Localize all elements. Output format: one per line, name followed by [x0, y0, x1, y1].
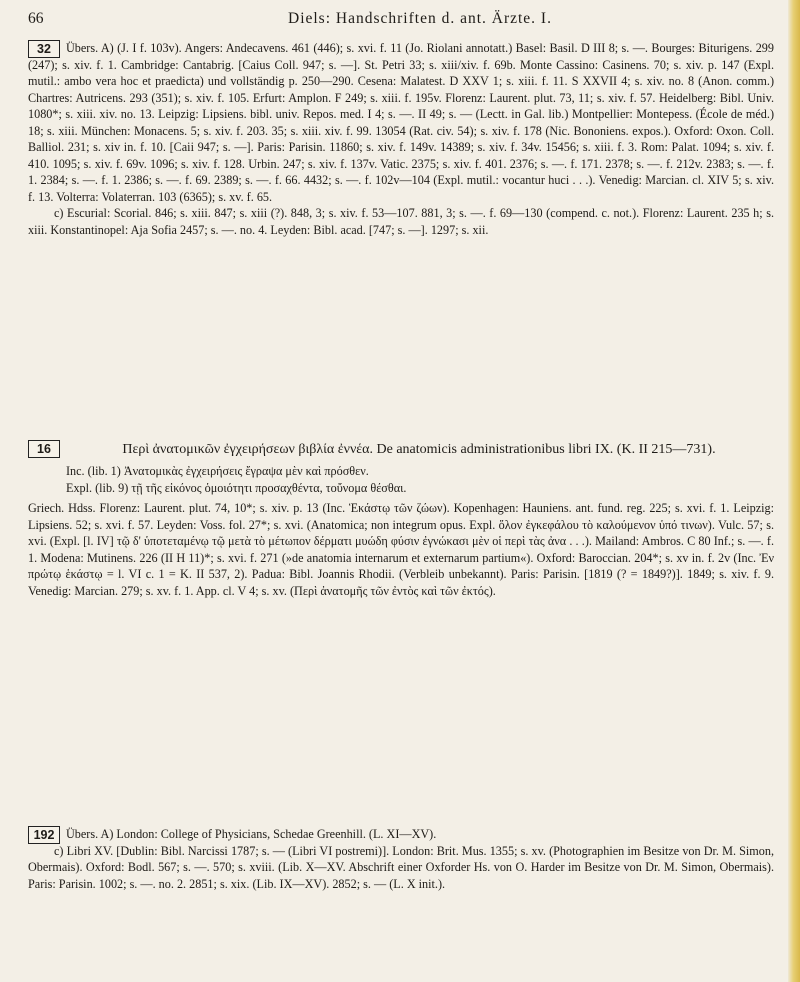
- entry-number-box: 16: [28, 440, 60, 458]
- entry-number-box: 32: [28, 40, 60, 58]
- entry-16: [28, 440, 774, 599]
- entry-paragraph: Griech. Hdss. Florenz: Laurent. plut. 74, 10*; s. xiv. p. 13 (Inc. Ἑκάστῳ τῶν ζώων). Kopenhagen: Hauniens. ant. fund. reg. 225; s. xvi. f. 1. Leipzig: Lipsiens. 52; s. xvi. f. 57. Leyden: Voss. fol. 27*; s. xvi. (Anatomica; non integrum opus. Expl. ὅλον ἐγκεφάλου τὸ καλούμενον ὑπό τινων). Vulc. 57; s. xvi. (Expl. [l. IV] τῷ δ' ὑποτεταμένῳ τῷ μετὰ τὸ μέτωπον δέρματι μυώδη φύσιν ἐγνώκασι μὲν οἱ περὶ τὰς ἀνα . . .). Mailand: Ambros. C 80 Inf.; s. —. f. 1. Modena: Mutinens. 226 (II H 11)*; s. xvi. f. 271 (»de anatomia internarum et externarum partium«). Oxford: Baroccian. 204*; s. xv in. f. 2v (Inc. Ἐν πρώτῳ ἑκάστῳ = l. VI c. 1 = K. II 537, 2). Padua: Bibl. Joannis Rhodii. (Verbleib unbekannt). Paris: Parisin. [1819 (? = 1849?)]. 1849; s. xiv. f. 9. Venedig: Marcian. 279; s. xv. f. 1. App. cl. V 4; s. xv. (Περὶ ἀνατομῆς τῶν ἐντὸς καὶ τῶν ἐκτός).: [28, 501, 774, 598]
- document-page: [14, 0, 774, 982]
- entry-number-box: 192: [28, 826, 60, 844]
- entry-paragraph: Übers. A) London: College of Physicians, Schedae Greenhill. (L. XI—XV).: [66, 827, 437, 841]
- entry-paragraph: Übers. A) (J. I f. 103v). Angers: Andecavens. 461 (446); s. xvi. f. 11 (Jo. Riolani annotatt.) Basel: Basil. D III 8; s. —. Bourges: Biturigens. 299 (247); s. xiv. f. 1. Cambridge: Cantabrig. [Caius Coll. 947; s. —]. St. Petri 33; s. xiii/xiv. f. 69b. Monte Cassino: Casinens. 70; s. xiv. p. 147 (Expl. mutil.: ambo vera hoc et praedicta) und vollständig p. 250—290. Cesena: Malatest. D XXV 1; s. xiii. f. 11. S XXVII 4; s. xiv. no. 8 (Anon. comm.) Chartres: Autricens. 293 (351); s. xiv. f. 105. Erfurt: Amplon. F 249; s. xiii. f. 195v. Florenz: Laurent. plut. 73, 11; s. xiv. f. 57. Heidelberg: Bibl. Univ. 1080*; s. xiii. xiv. no. 13. Leipzig: Lipsiens. bibl. univ. Repos. med. I 4; s. —. II 49; s. — (Lectt. in Gal. lib.) Montpellier: Montepess. (École de méd.) 18; s. xiii. München: Monacens. 5; s. xiv. f. 203. 35; s. xiii. xiv. f. 99. 13054 (Rat. civ. 54); s. xiv. f. 178 (Nic. Bononiens. expos.). Oxford: Oxon. Coll. Balliol. 231; s. xiv in. f. 10. [Caii 947; s. —]. Paris: Parisin. 11860; s. xiv. f. 149v. 14389; s. xiv. f. 34v. 15456; s. xiii. f. 3. Rom: Palat. 1094; s. xiv. f. 410. 1095; s. xiv. f. 69v. 1096; s. xiv. f. 128. Urbin. 247; s. xiv. f. 137v. Vatic. 2375; s. xiv. f. 401. 2376; s. —. f. 171. 2378; s. —. f. 212v. 2383; s. —. f. 1. 2384; s. —. f. 1. 2386; s. —. f. 69. 2389; s. —. f. 66. 4432; s. —. f. 102v—104 (Expl. mutil.: vocantur huci . . .). Venedig: Marcian. cl. XIV 5; s. xiv. f. 13. Volterra: Volaterran. 103 (6365); s. xv. f. 65.: [28, 41, 774, 204]
- running-title: Diels: Handschriften d. ant. Ärzte. I.: [288, 10, 552, 27]
- page-number: 66: [28, 10, 44, 27]
- entry-192: [28, 826, 774, 892]
- entry-32: [28, 40, 774, 238]
- explicit: Expl. (lib. 9) τῇ τῆς εἰκόνος ὁμοιότητι προσαχθέντα, τοὔνομα θέσθαι.: [66, 480, 407, 495]
- incipit: Inc. (lib. 1) Ἀνατομικὰς ἐγχειρήσεις ἔγραψα μὲν καὶ πρόσθεν.: [66, 464, 369, 478]
- entry-paragraph: c) Escurial: Scorial. 846; s. xiii. 847; s. xiii (?). 848, 3; s. xiv. f. 53—107. 881, 3; s. —. f. 69—130 (compend. c. not.). Florenz: Laurent. 235 h; s. xiii. Konstantinopel: Aja Sofia 2457; s. —. no. 4. Leyden: Bibl. acad. [747; s. —]. 1297; s. xii.: [28, 206, 774, 237]
- page-header: [28, 10, 774, 34]
- entry-paragraph: c) Libri XV. [Dublin: Bibl. Narcissi 1787; s. — (Libri VI postremi)]. London: Brit. Mus. 1355; s. xv. (Photographien im Besitze von Dr. M. Simon, Obermais). Oxford: Bodl. 567; s. —. 570; s. xviii. (Lib. X—XV. Abschrift einer Oxforder Hs. von O. Harder im Besitze von Dr. M. Simon, Obermais). Paris: Parisin. 1002; s. —. no. 2. 2851; s. xix. (Lib. IX—XV). 2852; s. — (L. X init.).: [28, 843, 774, 891]
- entry-title: Περὶ ἀνατομικῶν ἐγχειρήσεων βιβλία ἐννέα. De anatomicis administrationibus libri IX. (K. II 215—731).: [122, 442, 716, 457]
- page-edge-highlight: [788, 0, 800, 982]
